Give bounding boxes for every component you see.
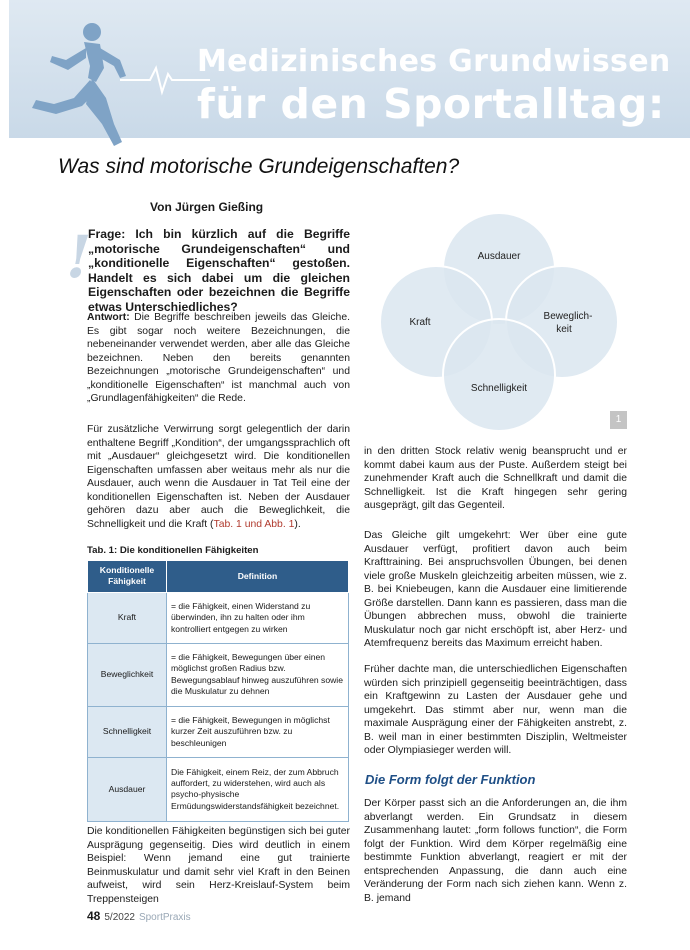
paragraph-stairs: in den dritten Stock relativ wenig beansprucht und er kommt dabei kaum aus der Puste. Außerdem steigt bei zunehmender Kraft auch die Schnellkraft und damit die Schnelligkeit. Ist die Kraft hingegen sehr gering ausgeprägt, gilt das Gegenteil. — [364, 446, 627, 511]
table-cell-ability: Kraft — [88, 592, 167, 643]
table-header-row — [88, 561, 349, 593]
table-row — [88, 757, 349, 821]
table-header-definition: Definition — [167, 561, 349, 593]
header-title-line1: Medizinisches Grundwissen — [197, 44, 671, 79]
table-cell-definition: = die Fähigkeit, Bewegungen in möglichst kurzer Zeit auszuführen bzw. zu beschleunigen — [167, 706, 349, 757]
table-title: Tab. 1: Die konditionellen Fähigkeiten — [87, 545, 259, 556]
figure-number-badge: 1 — [610, 411, 627, 429]
table-row — [88, 706, 349, 757]
paragraph-form-function: Der Körper passt sich an die Anforderungen an, die ihm abverlangt werden. Ein Grundsatz in diesem Zusammenhang lautet: „form follows function“, die Form folgt der Funktion. Wird dem Körper regelmäßig eine bestimmte Funktion abverlangt, reagiert er mit der entsprechenden Anpassung, die dann auch eine Veränderung der Form nach sich ziehen kann. Wenn z. B. jemand — [364, 798, 627, 904]
table-cell-definition: = die Fähigkeit, einen Widerstand zu überwinden, ihn zu halten oder ihm kontrolliert entgegen zu wirken — [167, 592, 349, 643]
answer-paragraph — [87, 311, 350, 406]
venn-label-ausdauer: Ausdauer — [477, 251, 521, 262]
question-mark-icon: ! — [66, 223, 92, 291]
article-author: Von Jürgen Gießing — [150, 200, 264, 214]
table-cell-ability: Beweglichkeit — [88, 643, 167, 706]
venn-diagram — [368, 205, 630, 435]
issue-label: 5/2022 — [104, 912, 135, 923]
page-footer — [87, 909, 191, 923]
section-heading: Die Form folgt der Funktion — [365, 772, 536, 787]
paragraph-kondition-text: Für zusätzliche Verwirrung sorgt gelegentlich der darin enthaltene Begriff „Kondition“, der umgangssprachlich oft mit „Ausdauer“ gleichgesetzt wird. Die konditionellen Eigenschaften umfassen aber weitaus mehr als nur die Ausdauer, auch wenn die Ausdauer in Tat Teil eine der konditionellen Eigenschaften ist. Neben der Ausdauer gehören dazu aber auch die Beweglichkeit, die Schnelligkeit und die Kraft ( — [87, 424, 350, 530]
paragraph-kondition — [87, 423, 350, 531]
venn-label-kraft: Kraft — [409, 317, 431, 328]
venn-label-beweglichkeit-2: keit — [556, 324, 572, 335]
header-title-line2: für den Sportalltag: — [197, 80, 665, 128]
figure-reference-link[interactable]: Tab. 1 und Abb. 1 — [213, 518, 295, 530]
table-cell-ability: Ausdauer — [88, 757, 167, 821]
table-row — [88, 592, 349, 643]
question-text: Frage: Ich bin kürzlich auf die Begriffe „motorische Grundeigenschaften“ und „konditionelle Eigenschaften“ gestoßen. Handelt es sich dabei um die gleichen Eigenschaften oder bezeichnen die Begriffe etwas Unterschiedliches? — [88, 227, 350, 314]
table-cell-definition: = die Fähigkeit, Bewegungen über einen möglichst großen Radius bzw. Bewegungsablauf hinweg auszuführen sowie die Muskulatur zu dehnen — [167, 643, 349, 706]
paragraph-history: Früher dachte man, die unterschiedlichen Eigenschaften würden sich prinzipiell gegenseitig beeinträchtigen, dass ein Kraftgewinn zu Lasten der Ausdauer gehe und umgekehrt. Das stimmt aber nur, wenn man die maximale Ausprägung einer der Fähigkeiten anstrebt, z. B. weil man in einer bestimmten Disziplin, Weltmeister oder Olympiasieger werden will. — [364, 664, 627, 756]
answer-text: Die Begriffe beschreiben jeweils das Gleiche. Es gibt sogar noch weitere Bezeichnungen, die nebeneinander verwendet werden, aber alle das Gleiche bezeichnen. Neben den bereits genannten Bezeichnungen „motorische Grundeigenschaften“ und „konditionelle Eigenschaften“ ist manchmal auch von „Grundlagenfähigkeiten“ die Rede. — [87, 312, 350, 404]
paragraph-kondition-end: ). — [294, 518, 301, 530]
page-number: 48 — [87, 909, 101, 923]
paragraph-reverse: Das Gleiche gilt umgekehrt: Wer über eine gute Ausdauer verfügt, profitiert davon auch beim Krafttraining. Bei anspruchsvollen Übungen, bei denen viele große Muskeln gleichzeitig arbeiten müssen, wie z. B. bei Kniebeugen, kann die Ausdauer eine limitierende Größe darstellen. Dann kann es passieren, dass man die Übungen abbrechen muss, obwohl die trainierte Muskulatur noch gar nicht erschöpft ist, aber Herz- und Atemfrequenz bereits das Maximum erreicht haben. — [364, 530, 627, 649]
table-cell-ability: Schnelligkeit — [88, 706, 167, 757]
table-row — [88, 643, 349, 706]
venn-circle-schnelligkeit — [443, 319, 555, 431]
venn-label-beweglichkeit-1: Beweglich- — [543, 311, 593, 322]
abilities-table — [87, 560, 349, 822]
table-header-ability: Konditionelle Fähigkeit — [88, 561, 167, 593]
answer-label: Antwort: — [87, 312, 130, 323]
magazine-name: SportPraxis — [138, 912, 191, 923]
paragraph-example: Die konditionellen Fähigkeiten begünstigen sich bei guter Ausprägung gegenseitig. Dies wird deutlich in einem Beispiel: Wenn jemand eine gut trainierte Beinmuskulatur und damit sehr viel Kraft in den Beinen aufweist, wird sein Herz-Kreislauf-System beim Treppensteigen — [87, 826, 350, 905]
article-subtitle: Was sind motorische Grundeigenschaften? — [58, 155, 460, 178]
table-cell-definition: Die Fähigkeit, einem Reiz, der zum Abbruch auffordert, zu widerstehen, wird auch als psycho-physische Ermüdungswiderstandsfähigkeit bezeichnet. — [167, 757, 349, 821]
venn-label-schnelligkeit: Schnelligkeit — [470, 383, 528, 394]
